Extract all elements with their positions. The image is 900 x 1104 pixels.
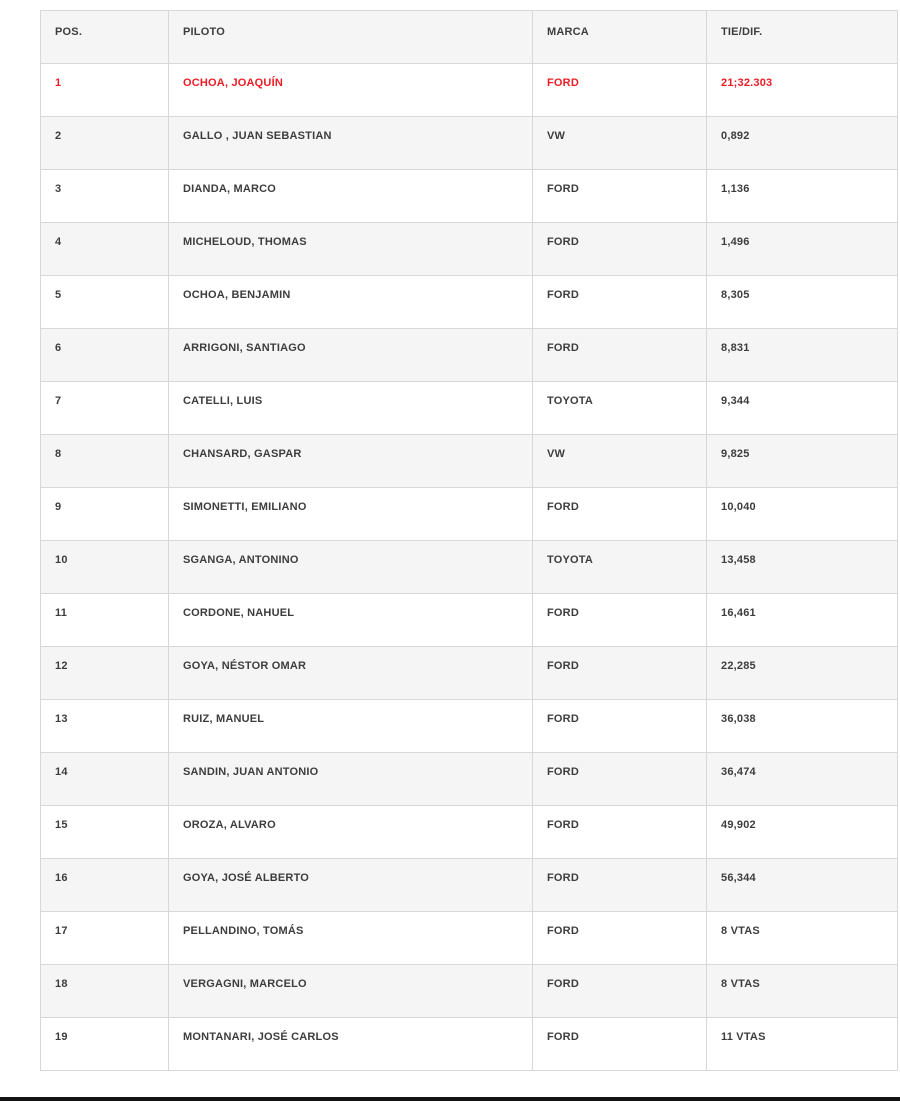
table-row xyxy=(41,647,898,700)
cell-pos: 13 xyxy=(41,700,169,753)
bottom-divider-bar xyxy=(0,1097,900,1101)
cell-pos: 19 xyxy=(41,1018,169,1071)
table-row xyxy=(41,859,898,912)
cell-marca: FORD xyxy=(533,753,707,806)
cell-marca: FORD xyxy=(533,859,707,912)
cell-pos: 18 xyxy=(41,965,169,1018)
cell-pos: 4 xyxy=(41,223,169,276)
cell-piloto: OCHOA, BENJAMIN xyxy=(169,276,533,329)
table-row xyxy=(41,170,898,223)
cell-tiedif: 22,285 xyxy=(707,647,898,700)
cell-marca: FORD xyxy=(533,170,707,223)
cell-piloto: CORDONE, NAHUEL xyxy=(169,594,533,647)
table-row xyxy=(41,382,898,435)
results-table-body xyxy=(41,64,898,1071)
column-header-tiedif: TIE/DIF. xyxy=(707,11,898,64)
cell-pos: 11 xyxy=(41,594,169,647)
cell-piloto: MONTANARI, JOSÉ CARLOS xyxy=(169,1018,533,1071)
cell-piloto: CATELLI, LUIS xyxy=(169,382,533,435)
cell-marca: TOYOTA xyxy=(533,382,707,435)
table-row xyxy=(41,541,898,594)
cell-marca: FORD xyxy=(533,594,707,647)
results-table-header xyxy=(41,11,898,64)
table-row xyxy=(41,912,898,965)
cell-tiedif: 10,040 xyxy=(707,488,898,541)
cell-piloto: ARRIGONI, SANTIAGO xyxy=(169,329,533,382)
cell-pos: 6 xyxy=(41,329,169,382)
cell-pos: 1 xyxy=(41,64,169,117)
cell-marca: FORD xyxy=(533,488,707,541)
table-row xyxy=(41,753,898,806)
table-row xyxy=(41,594,898,647)
cell-piloto: SGANGA, ANTONINO xyxy=(169,541,533,594)
cell-pos: 8 xyxy=(41,435,169,488)
table-row xyxy=(41,223,898,276)
table-row xyxy=(41,965,898,1018)
cell-tiedif: 49,902 xyxy=(707,806,898,859)
cell-marca: TOYOTA xyxy=(533,541,707,594)
cell-pos: 5 xyxy=(41,276,169,329)
cell-marca: FORD xyxy=(533,223,707,276)
cell-pos: 3 xyxy=(41,170,169,223)
cell-marca: VW xyxy=(533,117,707,170)
cell-marca: FORD xyxy=(533,965,707,1018)
table-row xyxy=(41,1018,898,1071)
cell-piloto: OROZA, ALVARO xyxy=(169,806,533,859)
cell-tiedif: 16,461 xyxy=(707,594,898,647)
cell-marca: FORD xyxy=(533,1018,707,1071)
cell-pos: 10 xyxy=(41,541,169,594)
cell-piloto: OCHOA, JOAQUÍN xyxy=(169,64,533,117)
cell-pos: 9 xyxy=(41,488,169,541)
cell-piloto: VERGAGNI, MARCELO xyxy=(169,965,533,1018)
cell-marca: FORD xyxy=(533,806,707,859)
cell-marca: VW xyxy=(533,435,707,488)
cell-pos: 7 xyxy=(41,382,169,435)
table-row xyxy=(41,329,898,382)
table-row xyxy=(41,117,898,170)
cell-piloto: PELLANDINO, TOMÁS xyxy=(169,912,533,965)
cell-marca: FORD xyxy=(533,647,707,700)
table-row xyxy=(41,806,898,859)
results-table xyxy=(40,10,898,1071)
cell-tiedif: 36,474 xyxy=(707,753,898,806)
cell-pos: 12 xyxy=(41,647,169,700)
cell-marca: FORD xyxy=(533,329,707,382)
cell-marca: FORD xyxy=(533,276,707,329)
cell-tiedif: 11 VTAS xyxy=(707,1018,898,1071)
cell-tiedif: 0,892 xyxy=(707,117,898,170)
cell-marca: FORD xyxy=(533,64,707,117)
cell-pos: 15 xyxy=(41,806,169,859)
cell-piloto: GALLO , JUAN SEBASTIAN xyxy=(169,117,533,170)
cell-tiedif: 8 VTAS xyxy=(707,965,898,1018)
cell-piloto: DIANDA, MARCO xyxy=(169,170,533,223)
cell-piloto: MICHELOUD, THOMAS xyxy=(169,223,533,276)
cell-tiedif: 1,496 xyxy=(707,223,898,276)
table-row xyxy=(41,276,898,329)
table-row xyxy=(41,435,898,488)
cell-piloto: SIMONETTI, EMILIANO xyxy=(169,488,533,541)
column-header-pos: POS. xyxy=(41,11,169,64)
cell-tiedif: 13,458 xyxy=(707,541,898,594)
cell-piloto: GOYA, NÉSTOR OMAR xyxy=(169,647,533,700)
cell-piloto: SANDIN, JUAN ANTONIO xyxy=(169,753,533,806)
cell-tiedif: 8,831 xyxy=(707,329,898,382)
table-row xyxy=(41,700,898,753)
cell-piloto: CHANSARD, GASPAR xyxy=(169,435,533,488)
column-header-marca: MARCA xyxy=(533,11,707,64)
cell-piloto: RUIZ, MANUEL xyxy=(169,700,533,753)
cell-tiedif: 9,825 xyxy=(707,435,898,488)
cell-tiedif: 8,305 xyxy=(707,276,898,329)
cell-marca: FORD xyxy=(533,912,707,965)
cell-tiedif: 21;32.303 xyxy=(707,64,898,117)
cell-pos: 16 xyxy=(41,859,169,912)
cell-tiedif: 9,344 xyxy=(707,382,898,435)
cell-piloto: GOYA, JOSÉ ALBERTO xyxy=(169,859,533,912)
cell-pos: 2 xyxy=(41,117,169,170)
cell-tiedif: 56,344 xyxy=(707,859,898,912)
column-header-piloto: PILOTO xyxy=(169,11,533,64)
table-row xyxy=(41,64,898,117)
table-row xyxy=(41,488,898,541)
cell-tiedif: 36,038 xyxy=(707,700,898,753)
cell-pos: 17 xyxy=(41,912,169,965)
cell-tiedif: 8 VTAS xyxy=(707,912,898,965)
cell-tiedif: 1,136 xyxy=(707,170,898,223)
header-row xyxy=(41,11,898,64)
cell-pos: 14 xyxy=(41,753,169,806)
cell-marca: FORD xyxy=(533,700,707,753)
